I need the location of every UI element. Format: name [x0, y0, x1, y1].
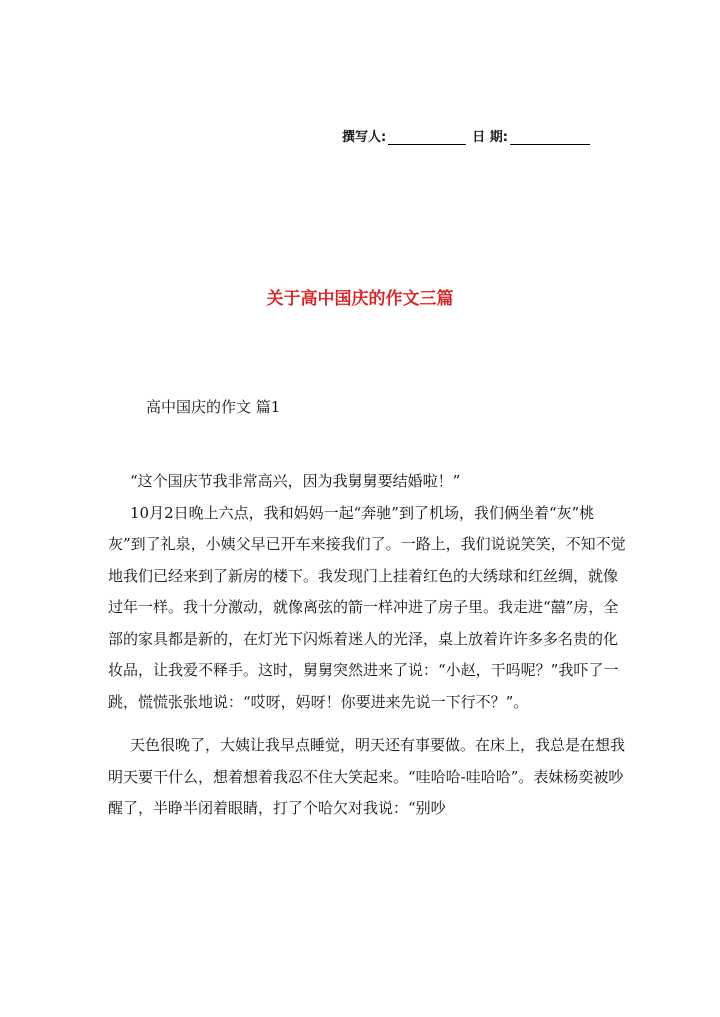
paragraph: 10月2日晚上六点，我和妈妈一起“奔驰”到了机场，我们俩坐着“灰”桃灰”到了礼泉，小姨父早已开车来接我们了。一路上，我们说说笑笑，不知不觉地我们已经来到了新房的楼下。我发现门上挂着红色的大绣球和红丝绸，就像过年一样。我十分激动，就像离弦的箭一样冲进了房子里。我走进“囍”房，全部的家具都是新的，在灯光下闪烁着迷人的光泽，桌上放着许许多多名贵的化妆品，让我爱不释手。这时，舅舅突然进来了说：“小赵，干吗呢？”我吓了一跳，慌慌张张地说：“哎呀，妈呀！你要进来先说一下行不？”。 — [108, 503, 626, 711]
section-title: 高中国庆的作文 篇1 — [146, 398, 281, 416]
document-title: 关于高中国庆的作文三篇 — [266, 289, 454, 309]
paragraph: 天色很晚了，大姨让我早点睡觉，明天还有事要做。在床上，我总是在想我明天要干什么，想着想着我忍不住大笑起来。“哇哈哈-哇哈哈”。表妹杨奕被吵醒了，半睁半闭着眼睛，打了个哈欠对我说：“别吵 — [108, 736, 626, 817]
author-blank-line — [388, 131, 466, 145]
paragraph: “这个国庆节我非常高兴，因为我舅舅要结婚啦！” — [130, 472, 461, 490]
author-label: 撰写人: — [342, 130, 387, 145]
date-label: 日 期: — [472, 130, 508, 145]
document-header — [342, 126, 590, 145]
date-blank-line — [510, 131, 590, 145]
essay-body — [108, 466, 628, 825]
